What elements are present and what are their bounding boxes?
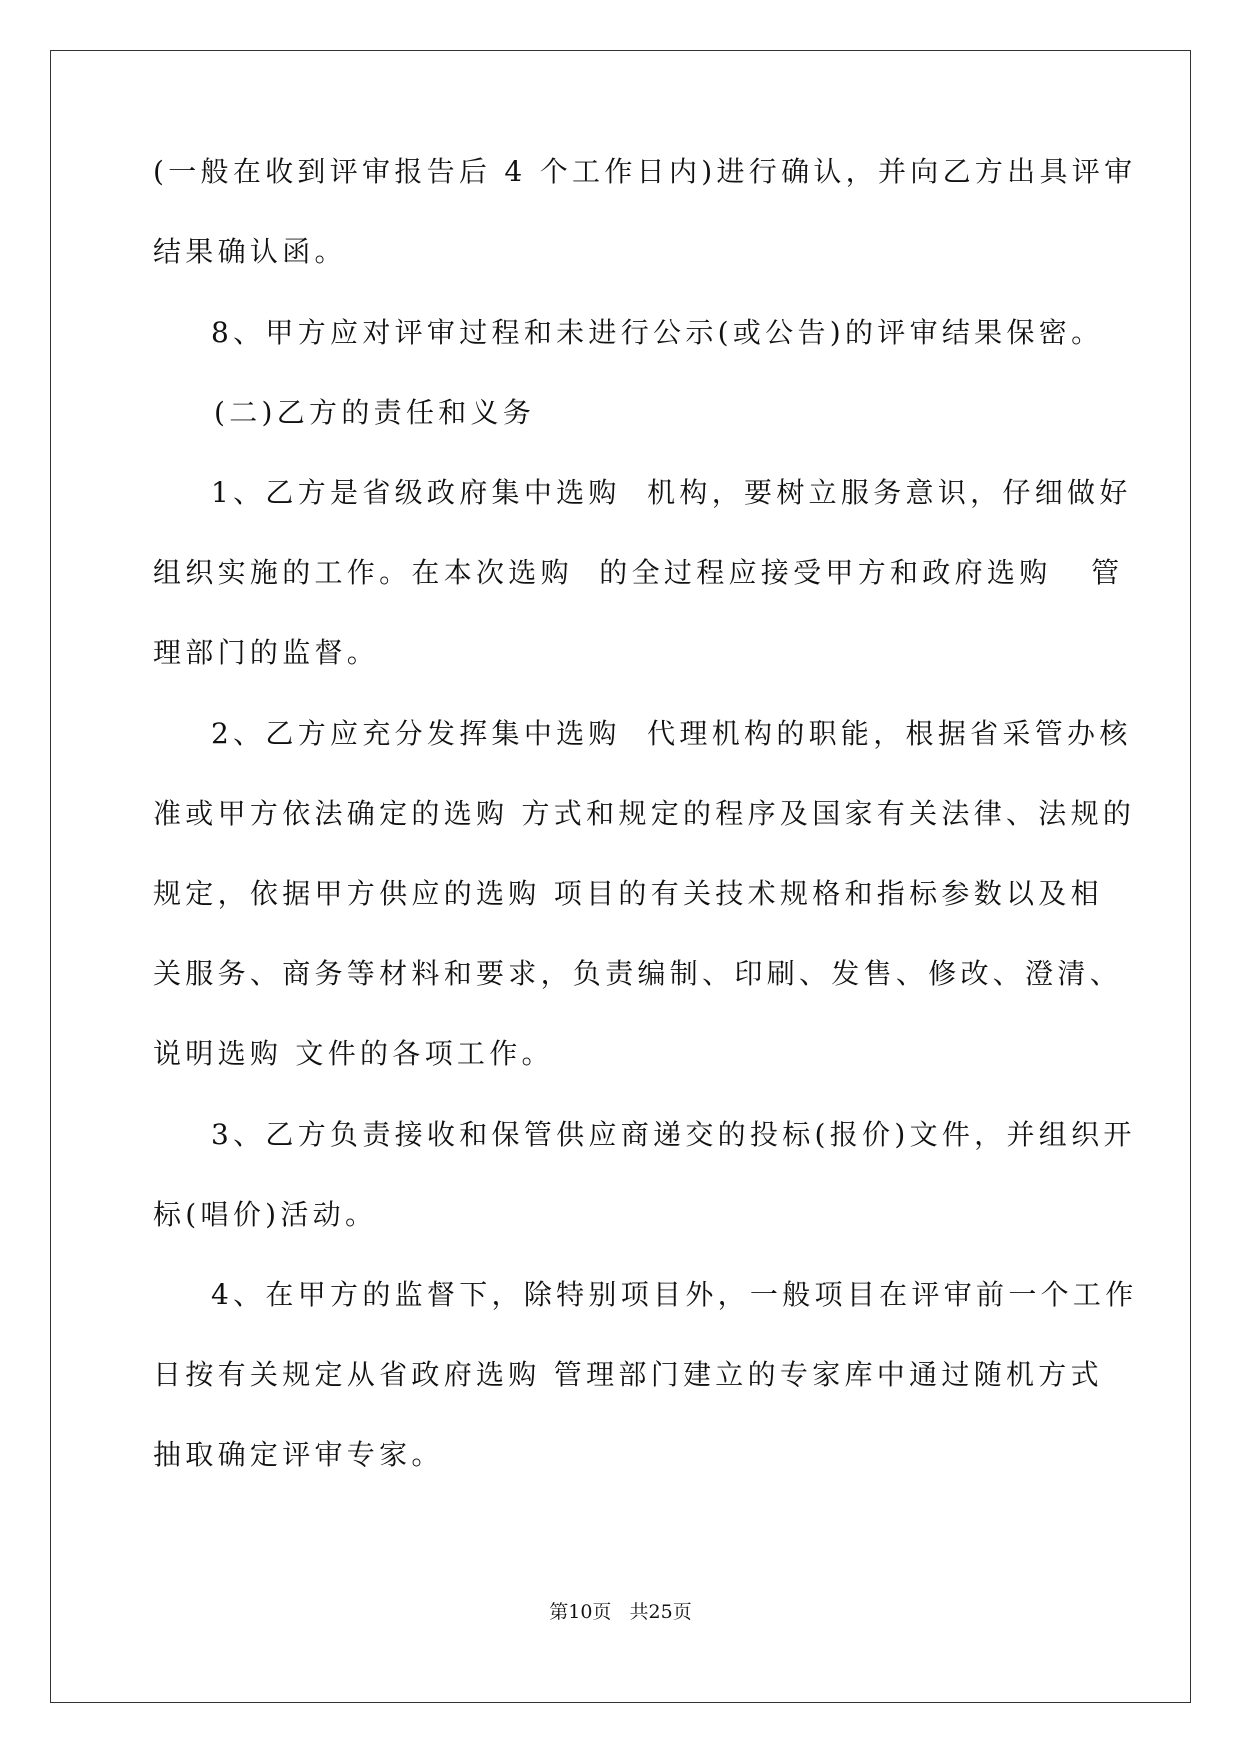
body-text-line: 说明选购 文件的各项工作。	[153, 1037, 554, 1070]
body-text-line: 2、乙方应充分发挥集中选购 代理机构的职能，根据省采管办核	[211, 717, 1132, 750]
body-text-line: 关服务、商务等材料和要求，负责编制、印刷、发售、修改、澄清、	[153, 957, 1123, 990]
body-text-line: 组织实施的工作。在本次选购 的全过程应接受甲方和政府选购 管	[153, 556, 1124, 589]
body-text-line: 标(唱价)活动。	[153, 1198, 378, 1231]
body-text-line: 8、甲方应对评审过程和未进行公示(或公告)的评审结果保密。	[211, 316, 1104, 349]
body-text-line: (一般在收到评审报告后 4 个工作日内)进行确认，并向乙方出具评审	[153, 155, 1137, 188]
body-text-line: 规定，依据甲方供应的选购 项目的有关技术规格和指标参数以及相	[153, 877, 1103, 910]
body-text-line: 1、乙方是省级政府集中选购 机构，要树立服务意识，仔细做好	[211, 476, 1132, 509]
body-text-line: 结果确认函。	[153, 235, 347, 268]
body-text-line: 日按有关规定从省政府选购 管理部门建立的专家库中通过随机方式	[153, 1358, 1103, 1391]
body-text-line: 抽取确定评审专家。	[153, 1438, 444, 1471]
body-text-line: 准或甲方依法确定的选购 方式和规定的程序及国家有关法律、法规的	[153, 797, 1136, 830]
section-heading: (二)乙方的责任和义务	[214, 396, 536, 429]
body-text-line: 4、在甲方的监督下，除特别项目外，一般项目在评审前一个工作	[211, 1278, 1138, 1311]
body-text-line: 3、乙方负责接收和保管供应商递交的投标(报价)文件，并组织开	[211, 1118, 1136, 1151]
page-number: 第10页 共25页	[549, 1601, 692, 1623]
body-text-line: 理部门的监督。	[153, 636, 380, 669]
